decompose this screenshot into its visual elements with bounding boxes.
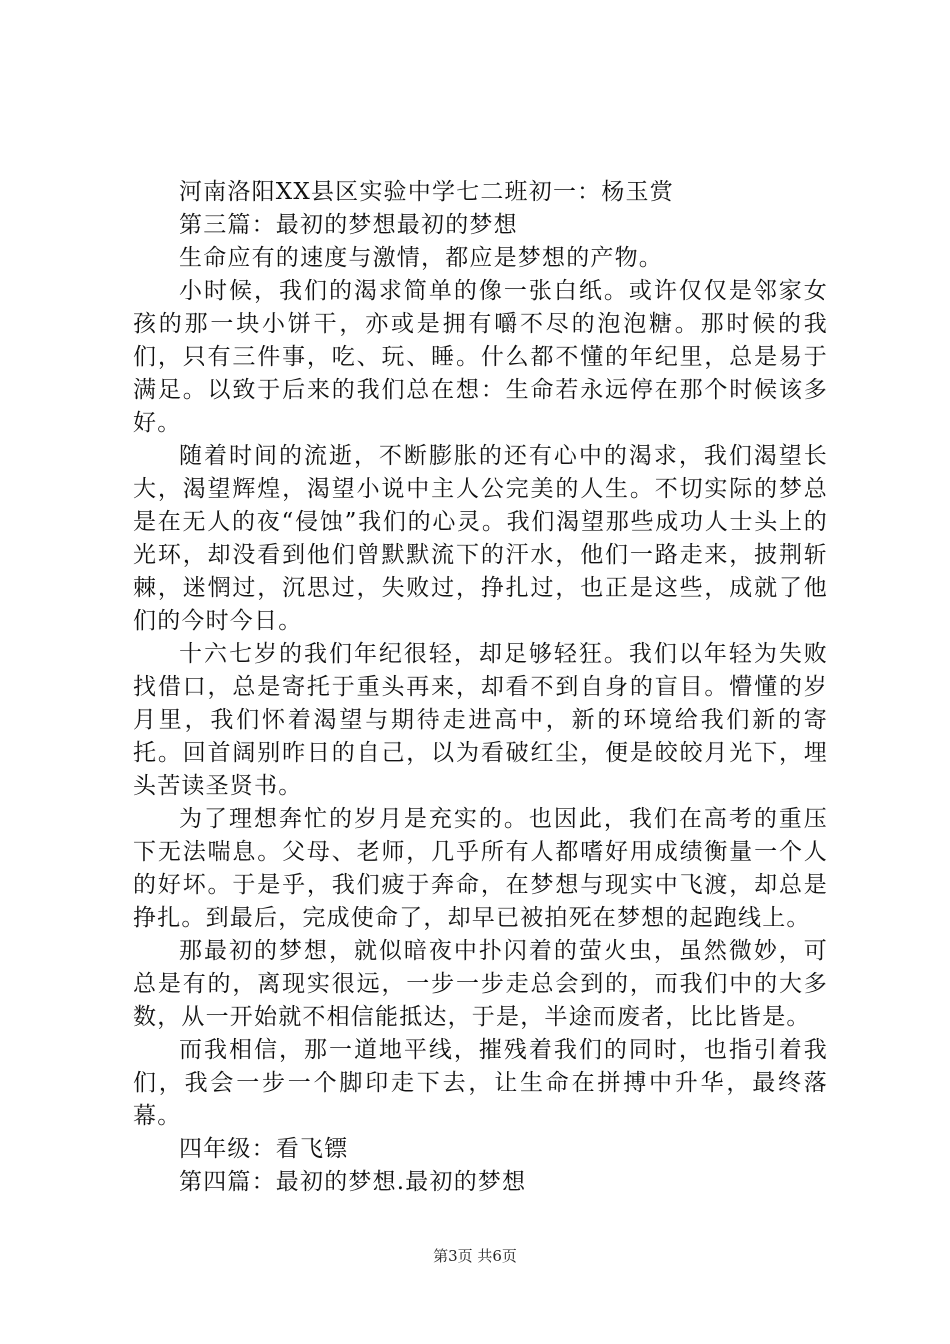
document-body <box>133 176 828 1199</box>
paragraph: 随着时间的流逝，不断膨胀的还有心中的渴求，我们渴望长大，渴望辉煌，渴望小说中主人公完美的人生。不切实际的梦总是在无人的夜“侵蚀”我们的心灵。我们渴望那些成功人士头上的光环，却没看到他们曾默默流下的汗水，他们一路走来，披荆斩棘，迷惘过，沉思过，失败过，挣扎过，也正是这些，成就了他们的今时今日。 <box>133 443 828 634</box>
page-number-footer: 第3页 共6页 <box>433 1247 517 1265</box>
section-heading-4: 第四篇：最初的梦想.最初的梦想 <box>179 1169 527 1195</box>
section-heading-3: 第三篇：最初的梦想最初的梦想 <box>179 212 518 238</box>
paragraph: 小时候，我们的渴求简单的像一张白纸。或许仅仅是邻家女孩的那一块小饼干，亦或是拥有嚼不尽的泡泡糖。那时候的我们，只有三件事，吃、玩、睡。什么都不懂的年纪里，总是易于满足。以致于后来的我们总在想：生命若永远停在那个时候该多好。 <box>133 278 828 436</box>
paragraph: 生命应有的速度与激情，都应是梦想的产物。 <box>179 245 663 271</box>
author-line: 河南洛阳XX县区实验中学七二班初一：杨玉赏 <box>179 179 674 205</box>
grade-line: 四年级：看飞镖 <box>179 1136 349 1162</box>
paragraph: 为了理想奔忙的岁月是充实的。也因此，我们在高考的重压下无法喘息。父母、老师，几乎所有人都嗜好用成绩衡量一个人的好坏。于是乎，我们疲于奔命，在梦想与现实中飞渡，却总是挣扎。到最后，完成使命了，却早已被拍死在梦想的起跑线上。 <box>133 806 828 931</box>
paragraph: 十六七岁的我们年纪很轻，却足够轻狂。我们以年轻为失败找借口，总是寄托于重头再来，却看不到自身的盲目。懵懂的岁月里，我们怀着渴望与期待走进高中，新的环境给我们新的寄托。回首阔别昨日的自己，以为看破红尘，便是皎皎月光下，埋头苦读圣贤书。 <box>133 641 828 799</box>
paragraph: 而我相信，那一道地平线，摧残着我们的同时，也指引着我们，我会一步一个脚印走下去，让生命在拼搏中升华，最终落幕。 <box>133 1037 828 1129</box>
paragraph: 那最初的梦想，就似暗夜中扑闪着的萤火虫，虽然微妙，可总是有的，离现实很远，一步一步走总会到的，而我们中的大多数，从一开始就不相信能抵达，于是，半途而废者，比比皆是。 <box>133 938 828 1030</box>
